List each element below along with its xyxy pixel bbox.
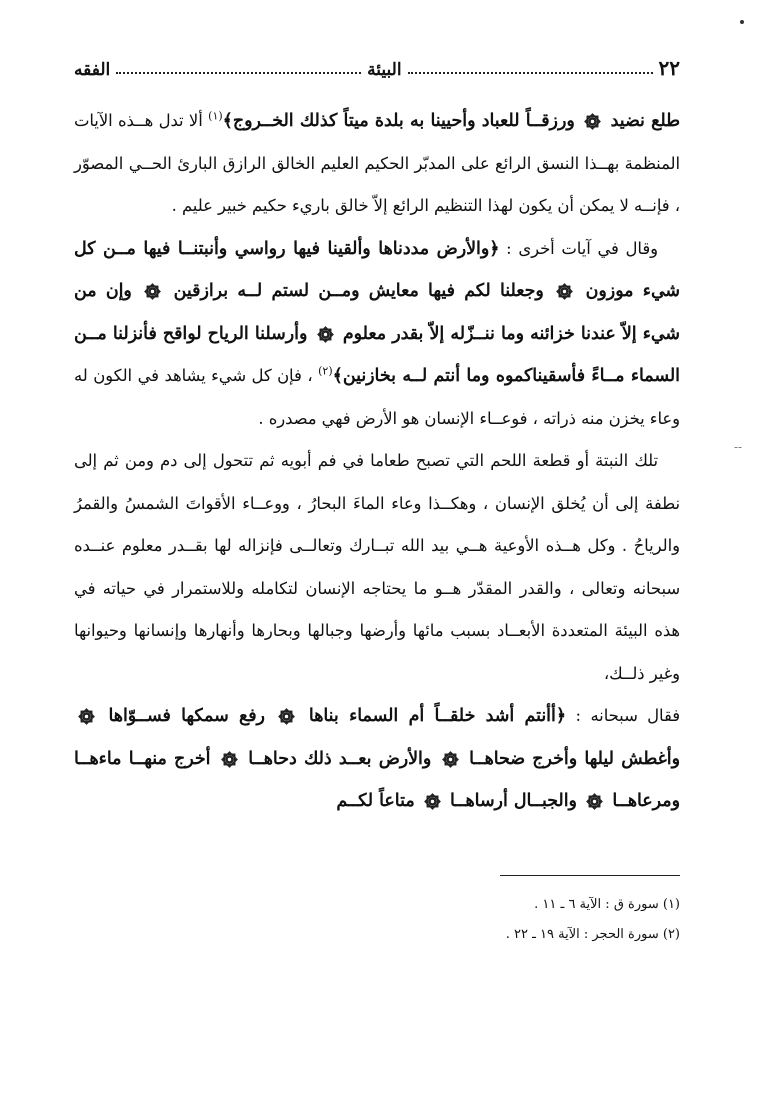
header-leader-dots: [408, 72, 653, 74]
header-leader-dots: [116, 72, 361, 74]
verse-separator-icon: [221, 751, 238, 768]
corner-mark: [740, 20, 744, 24]
footnote-1: (١) سورة ق : الآية ٦ ـ ١١ .: [534, 896, 680, 912]
verse-separator-icon: [556, 283, 573, 300]
quran-text: ورزقــاً للعباد وأحيينا به بلدة ميتاً كذلك الخــروج: [232, 111, 575, 131]
body-text: ألا تدل هــذه الآيات المنظمة بهــذا النسق الرائع على المدبّر الحكيم العليم الخالق الرازق البارئ الحــي المصوّر ، فإنــه لا يمكن أن يكون لهذا التنظيم الرائع إلاّ خالق باريء حكيم خبير عليم .: [74, 111, 680, 215]
footnote-ref: (١): [208, 109, 223, 123]
section-title: البيئة: [367, 60, 402, 80]
body-text: وقال في آيات أخرى :: [506, 238, 658, 258]
quran-text: رفع سمكها فســوّاها: [108, 706, 265, 726]
quran-text: والأرض بعــد ذلك دحاهــا: [248, 748, 432, 769]
body-text: فقال سبحانه :: [575, 706, 680, 725]
paragraph-3: تلك النبتة أو قطعة اللحم التي تصبح طعاما في فم أبويه ثم تتحول إلى دم ومن ثم إلى نطفة إلى أن يُخلق الإنسان ، وهكــذا وعاء الماءَ البحارُ ، ووعــاء الأقواتَ الشمسُ والقمرُ والرياحُ . وكل هــذه الأوعية هــي بيد الله تبــارك وتعالــى فإنزاله لها بقــدر معلوم عنــده سبحانه وتعالى ، والقدر المقدّر هــو ما يحتاجه الإنسان لتكامله وللاستمرار في حياته في هذه البيئة المتعددة الأبعــاد بسبب مائها وأرضها وجبالها وبحارها وأنهارها وإنسانها وحيوانها وغير ذلــك،: [74, 451, 680, 683]
quran-text: متاعاً لكــم: [336, 791, 415, 811]
paragraph-2: [74, 228, 680, 441]
page-number: ٢٢: [658, 56, 680, 80]
footnote-2: (٢) سورة الحجر : الآية ١٩ ـ ٢٢ .: [505, 926, 680, 942]
quran-text: أخرج منهــا ماءهــا ومرعاهــا: [74, 748, 680, 811]
paragraph-1: طلع نضيد ورزقــاً للعباد وأحيينا به بلدة ميتاً كذلك الخــروج﴾$^{(١)}$ ألا تدل هــذه الآيات المنظمة بهــذا النسق الرائع على المدبّر الحكيم العليم الخالق الرازق البارئ الحــي المصوّر ، فإنــه لا يمكن أن يكون لهذا التنظيم الرائع إلاّ خالق باريء حكيم خبير عليم .: [74, 109, 681, 215]
footnote-ref: (٢): [318, 364, 333, 378]
quran-text: وجعلنا لكم فيها معايش ومــن لستم لــه برازقين: [173, 281, 544, 301]
quran-text: وأغطش ليلها وأخرج ضحاهــا: [469, 748, 680, 769]
book-page: [74, 50, 680, 1090]
quran-text: وأرسلنا الرياح لواقح فأنزلنا مــن السماء مــاءً فأسقيناكموه وما أنتم لــه بخازنين﴾: [74, 323, 680, 386]
paragraph-4: [74, 695, 680, 823]
verse-separator-icon: [584, 113, 601, 130]
verse-separator-icon: [586, 793, 603, 810]
page-body: [74, 100, 680, 823]
verse-separator-icon: [424, 793, 441, 810]
quran-text: وإن من شيء إلاّ عندنا خزائنه وما ننــزّله إلاّ بقدر معلوم: [74, 281, 680, 344]
quran-text: ﴿والأرض مددناها وألقينا فيها رواسي وأنبتنــا فيها مــن كل شيء موزون: [74, 238, 681, 301]
quran-text: طلع نضيد: [610, 111, 681, 131]
verse-separator-icon: [317, 326, 334, 343]
verse-separator-icon: [144, 283, 161, 300]
footnotes: [74, 890, 680, 950]
verse-separator-icon: [442, 751, 459, 768]
quran-text: ﴿أأنتم أشد خلقــاً أم السماء بناها: [308, 706, 567, 726]
verse-separator-icon: [278, 708, 295, 725]
quran-text: والجبــال أرساهــا: [450, 791, 577, 811]
body-text: ، فإن كل شيء يشاهد في الكون له وعاء يخزن منه ذراته ، فوعــاء الإنسان هو الأرض فهي مصدره .: [74, 366, 680, 428]
running-header: [74, 50, 680, 80]
book-title: الفقه: [74, 60, 111, 80]
verse-separator-icon: [78, 708, 95, 725]
footnote-separator: [500, 875, 680, 876]
margin-mark: --: [734, 440, 743, 454]
